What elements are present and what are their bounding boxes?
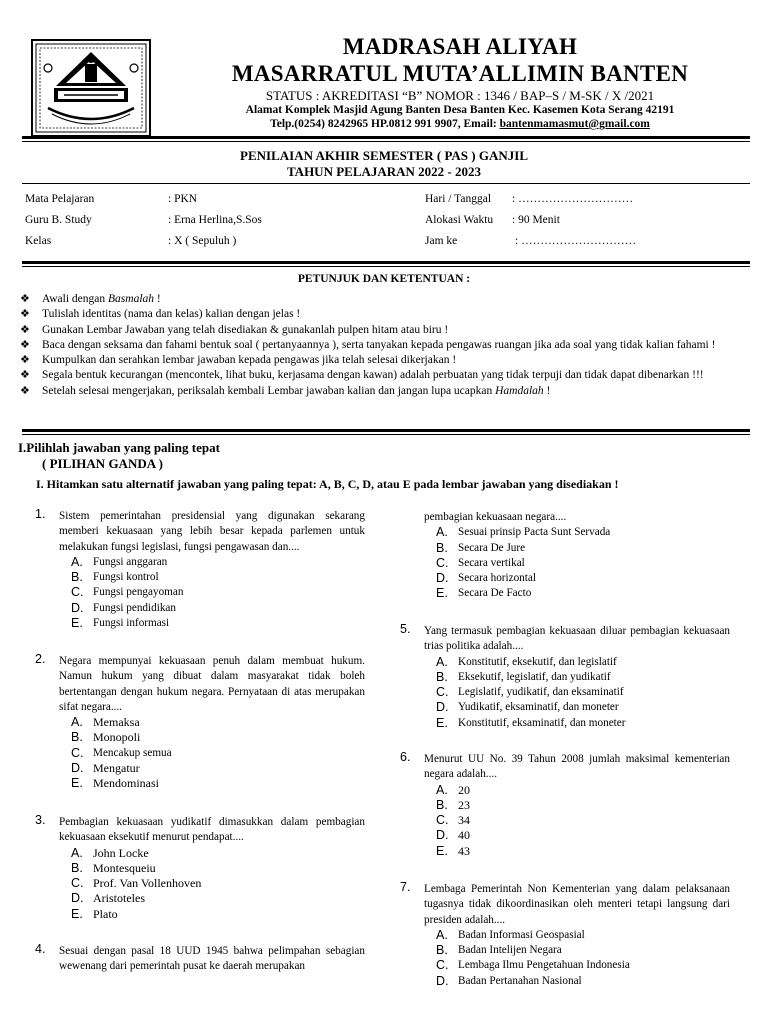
option-b[interactable]: B. Badan Intelijen Negara [436,943,562,958]
option-d[interactable]: D. Secara horizontal [436,571,536,586]
phone-text: Telp.(0254) 8242965 HP.0812 991 9907, Email: [270,118,500,130]
info-value-duration: : 90 Menit [512,214,560,226]
info-value-class: : X ( Sepuluh ) [168,235,237,247]
question-6 [400,752,730,859]
question-3 [35,815,365,922]
info-value-date: : ………………………… [512,193,634,205]
option-a[interactable]: A. Fungsi anggaran [71,554,168,569]
info-value-subject: : PKN [168,193,198,205]
option-d[interactable]: D. Aristoteles [71,891,145,906]
diamond-bullet-icon: ❖ [20,323,30,336]
school-emblem-icon [30,38,152,138]
option-b[interactable]: B. Montesqueiu [71,860,156,875]
rule-item: ❖ Segala bentuk kecurangan (mencontek, lihat buku, kerjasama dengan kawan) adalah perbuatan yang tidak terpuji dan tidak dapat dibenarkan !!! [20,368,740,383]
email-link[interactable]: bantenmamasmut@gmail.com [499,118,650,130]
question-number: 6. [400,750,411,764]
section-heading: I.Pilihlah jawaban yang paling tepat [18,440,220,455]
option-e[interactable]: E. Secara De Facto [436,586,532,601]
exam-title: PENILAIAN AKHIR SEMESTER ( PAS ) GANJIL [240,148,528,163]
info-divider [22,261,750,264]
section-subheading: ( PILIHAN GANDA ) [42,456,163,471]
question-options [71,715,365,791]
rules-divider-thin [22,434,750,435]
question-stem-continued: pembagian kekuasaan negara.... [424,511,567,523]
option-d[interactable]: D. Mengatur [71,761,140,776]
option-e[interactable]: E. Plato [71,906,118,921]
diamond-bullet-icon: ❖ [20,354,30,367]
option-d[interactable]: D. Yudikatif, eksaminatif, dan moneter [436,700,619,715]
question-number: 1. [35,507,46,521]
option-c[interactable]: C. Prof. Van Vollenhoven [71,876,202,891]
question-number: 4. [35,942,46,956]
info-label-teacher: Guru B. Study [25,214,92,226]
rule-item: ❖ Kumpulkan dan serahkan lembar jawaban kepada pengawas jika telah selesai dikerjakan ! [20,353,740,368]
rule-item: ❖ Setelah selesai mengerjakan, periksalah kembali Lembar jawaban kalian dan jangan lupa ucapkan Hamdalah ! [20,384,740,399]
option-b[interactable]: B. 23 [436,797,470,812]
rule-item: ❖ Tulislah identitas (nama dan kelas) kalian dengan jelas ! [20,307,740,322]
question-5 [400,624,730,731]
option-c[interactable]: C. Lembaga Ilmu Pengetahuan Indonesia [436,958,630,973]
accreditation-status: STATUS : AKREDITASI “B” NOMOR : 1346 / BAP–S / M-SK / X /2021 [265,88,655,103]
question-number: 7. [400,880,411,894]
rule-item: ❖ Gunakan Lembar Jawaban yang telah disediakan & gunakanlah pulpen hitam atau biru ! [20,323,740,338]
school-name-line1: MADRASAH ALIYAH [342,34,578,59]
option-c[interactable]: C. Secara vertikal [436,555,525,570]
option-e[interactable]: E. 43 [436,843,470,858]
option-c[interactable]: C. Fungsi pengayoman [71,585,184,600]
option-b[interactable]: B. Monopoli [71,730,141,745]
question-number: 3. [35,813,46,827]
question-4-continued [400,510,730,602]
option-d[interactable]: D. Badan Pertanahan Nasional [436,973,582,988]
option-c[interactable]: C. Mencakup semua [71,745,172,760]
letterhead-divider-thin [22,141,750,142]
info-label-duration: Alokasi Waktu [425,214,494,226]
title-divider [22,183,750,184]
school-contact [170,118,750,130]
option-a[interactable]: A. Badan Informasi Geospasial [436,927,585,942]
info-value-teacher: : Erna Herlina,S.Sos [168,214,262,226]
question-stem: Lembaga Pemerintah Non Kementerian yang dalam pelaksanaan tugasnya tidak dikoordinasikan oleh menteri tetapi langsung dari presiden adalah.... [424,883,730,926]
letterhead-divider [22,136,750,139]
option-a[interactable]: A. Konstitutif, eksekutif, dan legislatif [436,654,617,669]
question-2 [35,654,365,792]
rule-item: ❖ Baca dengan seksama dan fahami bentuk soal ( pertanyaannya ), serta tanyakan kepada pengawas ruangan jika ada soal yang tidak kalian fahami ! [20,338,740,353]
rules-divider [22,429,750,432]
question-7 [400,882,730,989]
option-e[interactable]: E. Fungsi informasi [71,616,170,631]
option-a[interactable]: A. Memaksa [71,715,140,730]
info-label-period: Jam ke [425,235,458,247]
info-label-date: Hari / Tanggal [425,193,492,205]
option-b[interactable]: B. Secara De Jure [436,540,526,555]
info-label-subject: Mata Pelajaran [25,193,95,205]
question-stem: Yang termasuk pembagian kekuasaan diluar pembagian kekuasaan trias politika adalah.... [424,625,730,653]
diamond-bullet-icon: ❖ [20,384,30,397]
option-d[interactable]: D. 40 [436,828,470,843]
school-address: Alamat Komplek Masjid Agung Banten Desa Banten Kec. Kasemen Kota Serang 42191 [245,104,675,116]
option-a[interactable]: A. Sesuai prinsip Pacta Sunt Servada [436,525,611,540]
option-c[interactable]: C. Legislatif, yudikatif, dan eksaminatif [436,685,624,700]
school-name-line2: MASARRATUL MUTA’ALLIMIN BANTEN [231,61,689,86]
option-e[interactable]: E. Mendominasi [71,776,159,791]
question-options [71,846,365,922]
question-number: 5. [400,622,411,636]
option-c[interactable]: C. 34 [436,813,470,828]
question-stem: Menurut UU No. 39 Tahun 2008 jumlah maksimal kementerian negara adalah.... [424,753,730,781]
option-a[interactable]: A. 20 [436,782,470,797]
diamond-bullet-icon: ❖ [20,293,30,305]
question-options [436,783,730,859]
question-stem: Pembagian kekuasaan yudikatif dimasukkan dalam pembagian kekuasaan eksekutif menurut pendapat.... [59,816,365,844]
info-value-period: : ………………………… [515,235,637,247]
question-stem: Negara mempunyai kekuasaan penuh dalam membuat hukum. Namun hukum yang dibuat dalam masyarakat tidak boleh bertentangan dengan hukum negara. Pernyataan di atas merupakan sifat negara.... [59,655,365,713]
question-options [71,555,365,631]
option-d[interactable]: D. Fungsi pendidikan [71,600,176,615]
rules-title: PETUNJUK DAN KETENTUAN : [297,273,471,285]
diamond-bullet-icon: ❖ [20,308,30,321]
option-a[interactable]: A. John Locke [71,845,149,860]
question-options [436,525,730,601]
question-options [436,655,730,731]
rules-list [20,292,740,399]
option-b[interactable]: B. Eksekutif, legislatif, dan yudikatif [436,669,611,684]
section-instruction: I. Hitamkan satu alternatif jawaban yang paling tepat: A, B, C, D, atau E pada lembar jawaban yang disediakan ! [36,477,619,491]
rule-item: ❖ Awali dengan Basmalah ! [20,292,740,307]
question-stem: Sesuai dengan pasal 18 UUD 1945 bahwa pelimpahan sebagian wewenang dari pemerintah pusat ke daerah merupakan [59,945,365,973]
option-e[interactable]: E. Konstitutif, eksaminatif, dan moneter [436,715,626,730]
diamond-bullet-icon: ❖ [20,338,30,351]
question-4 [35,944,365,975]
info-label-class: Kelas [25,235,52,247]
option-b[interactable]: B. Fungsi kontrol [71,570,159,585]
question-1 [35,509,365,631]
question-options [436,928,730,989]
info-divider-thin [22,266,750,267]
question-stem: Sistem pemerintahan presidensial yang digunakan sekarang memberi kekuasaan yang lebih besar kepada parlemen untuk melakukan fungsi legislasi, fungsi pengawasan dan.... [59,510,365,553]
exam-year: TAHUN PELAJARAN 2022 - 2023 [286,164,482,179]
question-number: 2. [35,652,46,666]
diamond-bullet-icon: ❖ [20,369,30,382]
